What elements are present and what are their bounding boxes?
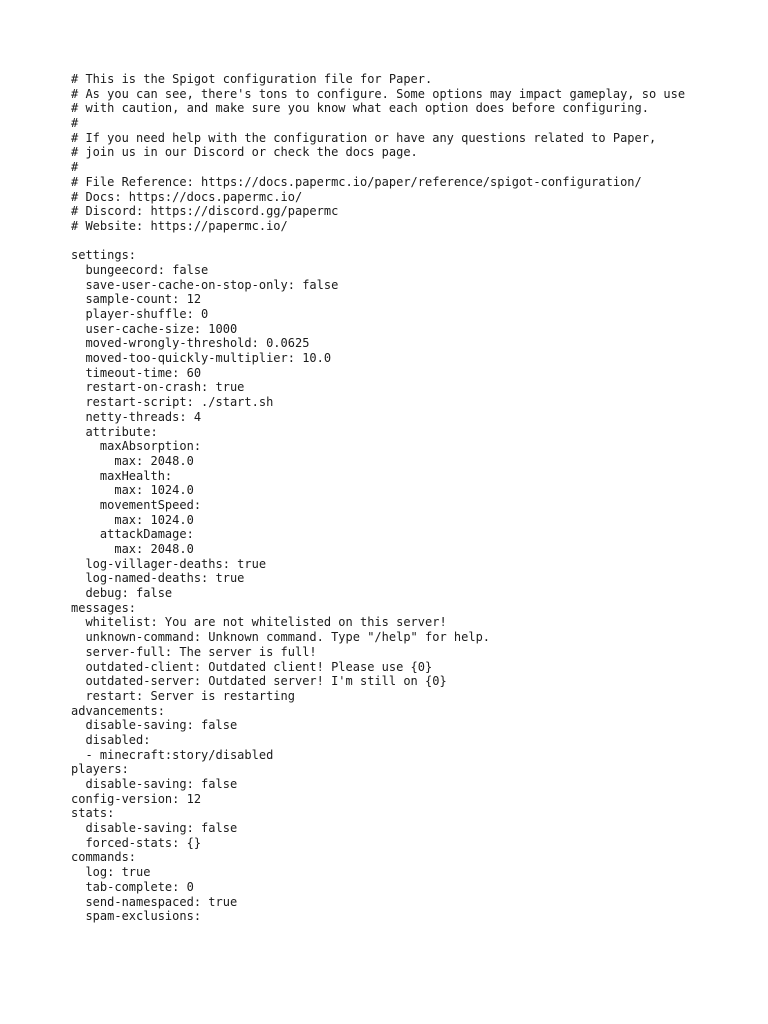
comment-line: # Docs: https://docs.papermc.io/ bbox=[71, 189, 303, 204]
config-entry-line: forced-stats: {} bbox=[71, 835, 202, 850]
config-entry-line: attribute: bbox=[71, 424, 158, 439]
config-entry-line: user-cache-size: 1000 bbox=[71, 321, 238, 336]
config-entry-line: disabled: bbox=[71, 732, 151, 747]
config-entry-line: restart-on-crash: true bbox=[71, 380, 245, 395]
config-entry-line: max: 1024.0 bbox=[71, 512, 194, 527]
section-header-line: messages: bbox=[71, 600, 137, 615]
section-header-line: stats: bbox=[71, 806, 115, 821]
config-entry-line: server-full: The server is full! bbox=[71, 644, 317, 659]
config-entry-line: spam-exclusions: bbox=[71, 909, 202, 924]
comment-line: # with caution, and make sure you know what each option does before configuring. bbox=[71, 101, 649, 116]
comment-line: # If you need help with the configuration or have any questions related to Paper, bbox=[71, 130, 657, 145]
config-entry-line: netty-threads: 4 bbox=[71, 409, 202, 424]
config-entry-line: disable-saving: false bbox=[71, 777, 238, 792]
config-entry-line: save-user-cache-on-stop-only: false bbox=[71, 277, 339, 292]
config-entry-line: sample-count: 12 bbox=[71, 292, 202, 307]
config-entry-line: log-villager-deaths: true bbox=[71, 556, 267, 571]
config-entry-line: unknown-command: Unknown command. Type "/help" for help. bbox=[71, 630, 491, 645]
config-entry-line: send-namespaced: true bbox=[71, 894, 238, 909]
section-header-line: settings: bbox=[71, 248, 137, 263]
config-entry-line: debug: false bbox=[71, 586, 173, 601]
comment-line: # Website: https://papermc.io/ bbox=[71, 218, 288, 233]
config-entry-line: player-shuffle: 0 bbox=[71, 307, 209, 322]
config-entry-line: outdated-client: Outdated client! Please use {0} bbox=[71, 659, 433, 674]
config-entry-line: restart: Server is restarting bbox=[71, 688, 295, 703]
comment-line: # File Reference: https://docs.papermc.io/paper/reference/spigot-configuration/ bbox=[71, 174, 642, 189]
section-header-line: commands: bbox=[71, 850, 137, 865]
config-entry-line: attackDamage: bbox=[71, 527, 194, 542]
config-entry-line: moved-wrongly-threshold: 0.0625 bbox=[71, 336, 310, 351]
config-entry-line: outdated-server: Outdated server! I'm still on {0} bbox=[71, 674, 447, 689]
section-header-line: advancements: bbox=[71, 703, 165, 718]
comment-line: # This is the Spigot configuration file for Paper. bbox=[71, 72, 433, 86]
config-entry-line: max: 2048.0 bbox=[71, 542, 194, 557]
comment-line: # bbox=[71, 116, 79, 131]
config-file-text bbox=[71, 72, 691, 924]
comment-line: # As you can see, there's tons to configure. Some options may impact gameplay, so use bbox=[71, 86, 686, 101]
config-entry-line: config-version: 12 bbox=[71, 791, 202, 806]
config-entry-line: moved-too-quickly-multiplier: 10.0 bbox=[71, 351, 332, 366]
config-entry-line: disable-saving: false bbox=[71, 718, 238, 733]
comment-line: # join us in our Discord or check the docs page. bbox=[71, 145, 418, 160]
config-entry-line: maxHealth: bbox=[71, 468, 173, 483]
config-entry-line: maxAbsorption: bbox=[71, 439, 202, 454]
config-entry-line: tab-complete: 0 bbox=[71, 879, 194, 894]
config-entry-line: - minecraft:story/disabled bbox=[71, 747, 274, 762]
section-header-line: players: bbox=[71, 762, 129, 777]
config-entry-line: timeout-time: 60 bbox=[71, 365, 202, 380]
comment-line: # Discord: https://discord.gg/papermc bbox=[71, 204, 339, 219]
comment-line: # bbox=[71, 160, 79, 175]
config-entry-line: restart-script: ./start.sh bbox=[71, 395, 274, 410]
config-entry-line: max: 2048.0 bbox=[71, 453, 194, 468]
config-entry-line: max: 1024.0 bbox=[71, 483, 194, 498]
config-entry-line: bungeecord: false bbox=[71, 262, 209, 277]
config-entry-line: log: true bbox=[71, 865, 151, 880]
config-entry-line: movementSpeed: bbox=[71, 497, 202, 512]
config-entry-line: disable-saving: false bbox=[71, 821, 238, 836]
blank-line bbox=[71, 234, 691, 249]
config-entry-line: log-named-deaths: true bbox=[71, 571, 245, 586]
config-entry-line: whitelist: You are not whitelisted on this server! bbox=[71, 615, 447, 630]
